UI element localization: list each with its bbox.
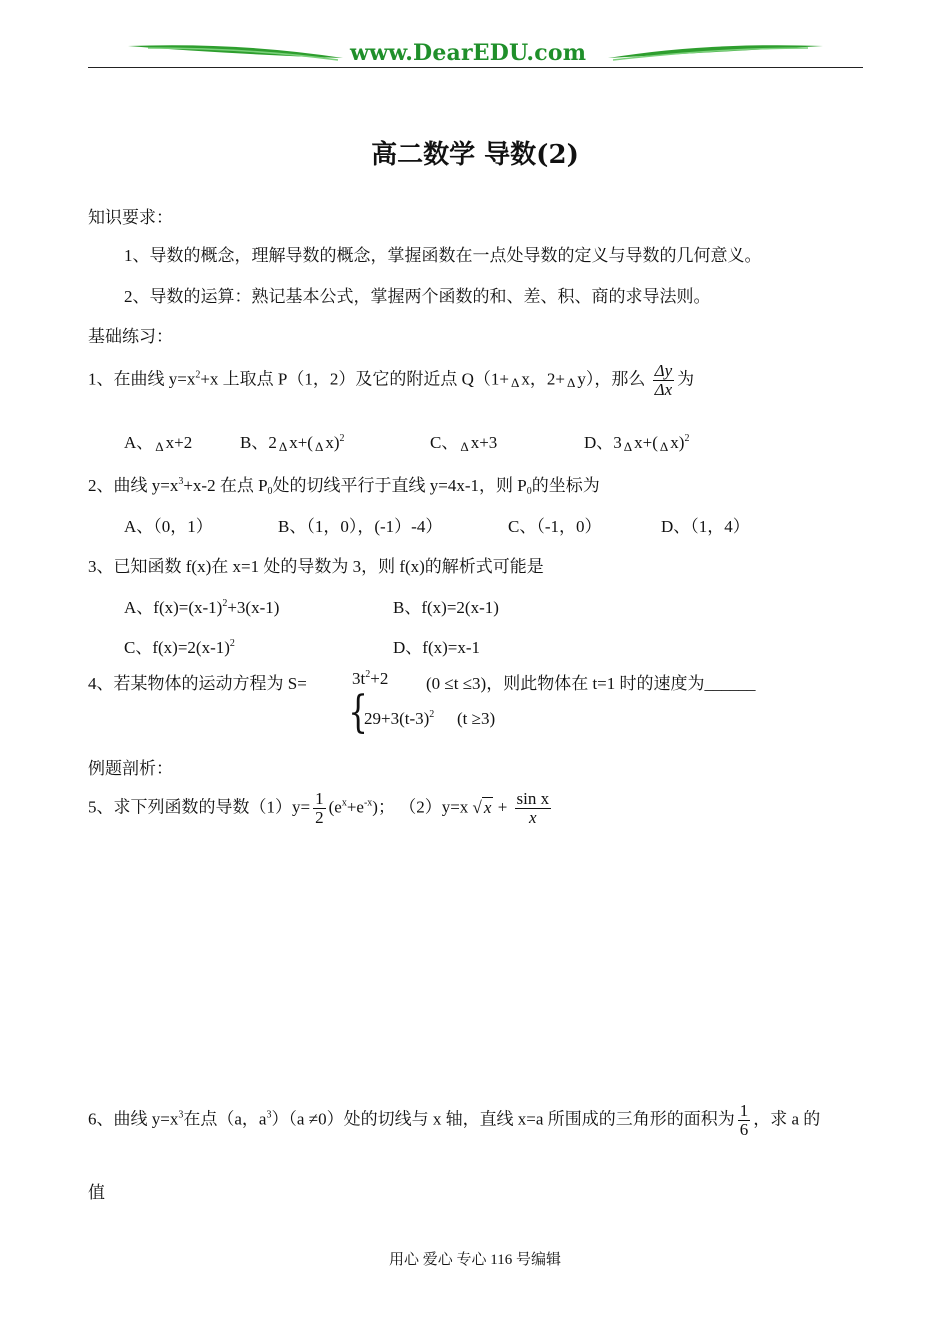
q1-option-d: D、3 Δ x+( Δ x)$^2$	[584, 433, 690, 454]
knowledge-heading: 知识要求：	[88, 208, 173, 227]
q2-option-a: A、（0，1）	[124, 517, 213, 536]
delta-symbol: Δ	[511, 375, 520, 391]
q4-condition-2: (t ≥3)	[457, 709, 496, 728]
q4-case-2: $29+3(t-3)^2$	[364, 709, 435, 728]
delta-symbol: Δ	[566, 375, 576, 391]
page-title: 高二数学 导数(2)	[371, 140, 579, 170]
question-6-continued: 值	[88, 1183, 105, 1202]
fraction-one-half: $\frac{1}{2}$	[315, 789, 324, 827]
q1-option-b: B、2 Δ x+( Δ x)$^2$	[240, 433, 345, 454]
question-3: 3、已知函数 f(x)在 x=1 处的导数为 3，则 f(x)的解析式可能是	[88, 557, 544, 576]
question-2: 2、曲线 $y=x^3+x-2$ 在点 $P_0$处的切线平行于直线 y=4x-1，则 $P_0$的坐标为	[88, 476, 600, 497]
question-5: 5、求下列函数的导数（1）y= $\frac{1}{2}$ $(e^x+e^{-x})$； （2）y=x √ x + $\frac{\text{sin x}}{x}$	[88, 789, 550, 827]
fraction-one-sixth: $\frac{1}{6}$	[739, 1101, 749, 1139]
question-4: 4、若某物体的运动方程为 S=	[88, 674, 307, 693]
examples-heading: 例题剖析：	[88, 759, 173, 778]
knowledge-item-2: 2、导数的运算：熟记基本公式，掌握两个函数的和、差、积、商的求导法则。	[124, 287, 711, 306]
q3-option-d: D、f(x)=x-1	[393, 638, 481, 657]
fraction-sinx-over-x: $\frac{\text{sin x}}{x}$	[516, 789, 550, 827]
q3-option-b: B、f(x)=2(x-1)	[393, 598, 499, 617]
piecewise-brace: {	[348, 687, 368, 738]
question-1: 1、在曲线 $y=x^2+x$ 上取点 P（1，2）及它的附近点 Q（1+ Δ x，2+ Δ y），那么 $\frac{\Delta y}{\Delta x}$ 为	[88, 361, 695, 399]
q2-option-d: D、（1，4）	[661, 517, 750, 536]
knowledge-item-1: 1、导数的概念，理解导数的概念，掌握函数在一点处导数的定义与导数的几何意义。	[124, 246, 762, 265]
q4-condition-1: (0 ≤t ≤3)，则此物体在 t=1 时的速度为______	[426, 674, 756, 693]
page-footer: 用心 爱心 专心 116 号编辑	[389, 1252, 561, 1268]
square-root-symbol: √ x	[472, 798, 492, 818]
basics-heading: 基础练习：	[88, 327, 173, 346]
question-6: 6、曲线 $y=x^3$在点（a，$a^3)(a \ne 0)$处的切线与 x 轴，直线 x=a 所围成的三角形的面积为 $\frac{1}{6}$ ，求 a 的	[88, 1101, 821, 1139]
q2-option-b: B、（1，0），(-1）-4）	[278, 517, 443, 536]
q3-option-a: A、$f(x)=(x-1)^2+3(x-1)$	[124, 598, 280, 617]
q1-option-a: A、 Δ x+2	[124, 433, 193, 454]
header-rule	[88, 67, 863, 69]
fraction-dy-dx: $\frac{\Delta y}{\Delta x}$	[654, 361, 673, 399]
site-logo-text: www.DearEDU.com	[350, 40, 587, 66]
q1-option-c: C、 Δ x+3	[430, 433, 498, 454]
page-header	[88, 38, 863, 70]
q4-case-1: $3t^2+2$	[352, 669, 389, 688]
q3-option-c: C、$f(x)=2(x-1)^2$	[124, 638, 235, 657]
q2-option-c: C、（-1，0）	[508, 517, 602, 536]
